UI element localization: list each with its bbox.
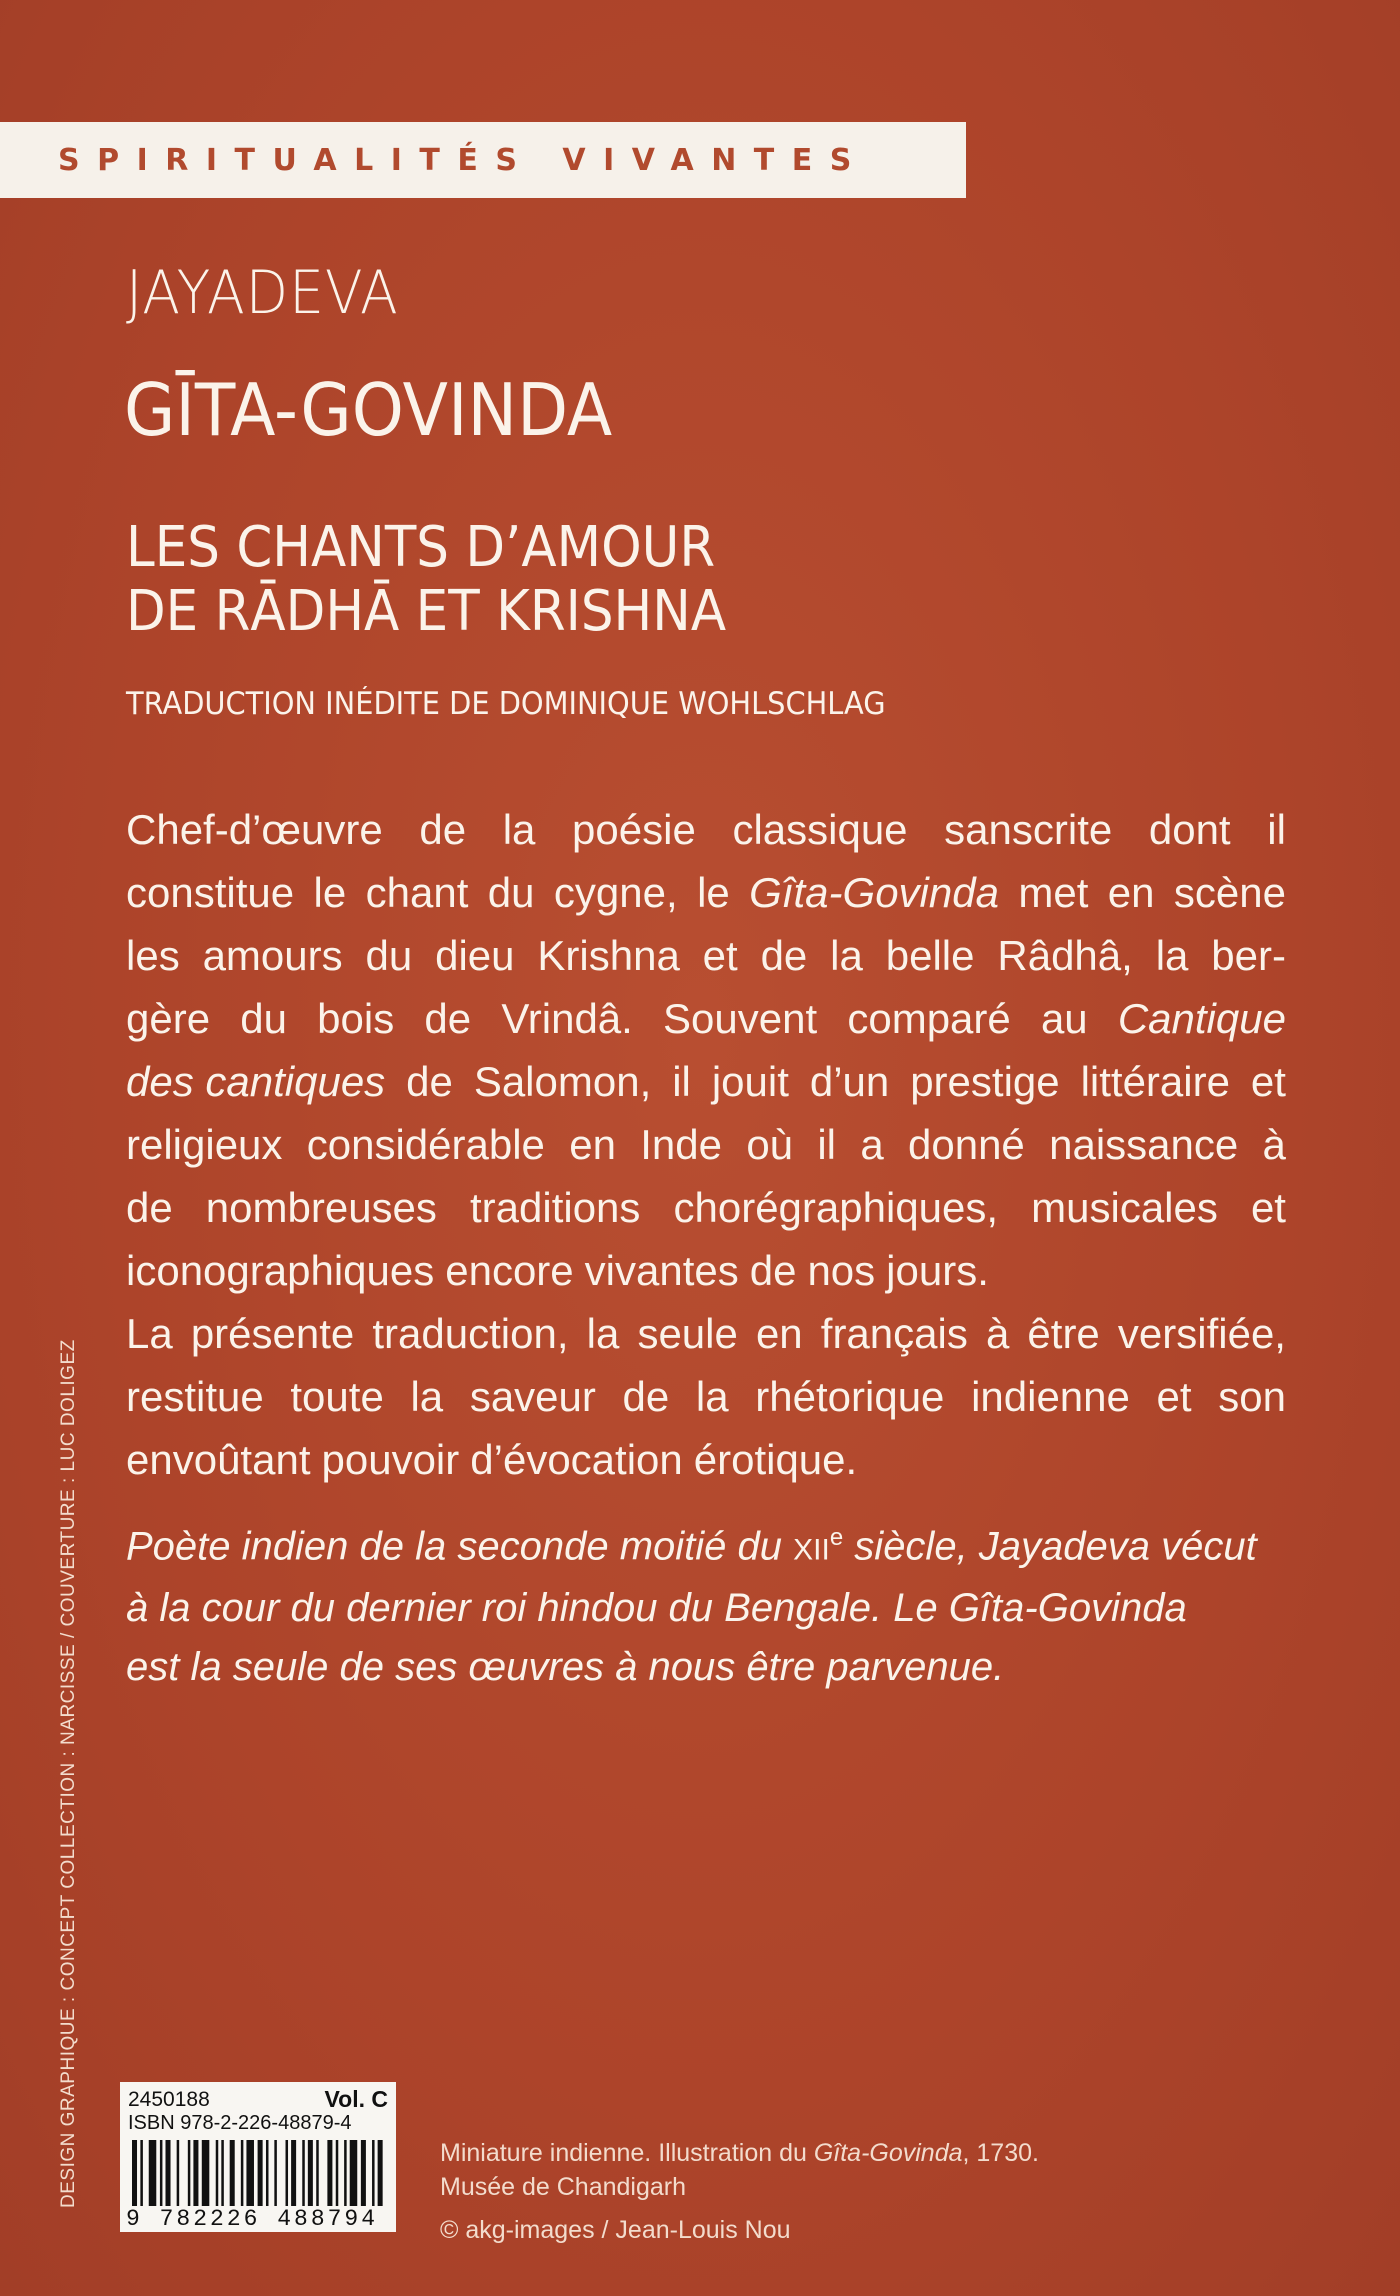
barcode-bar	[274, 2140, 277, 2206]
description-word: Souvent	[663, 995, 818, 1042]
description-word: sanscrite	[944, 806, 1113, 853]
bio-line: Poète indien de la seconde moitié du XIIe siècle, Jayadeva vécut	[126, 1524, 1257, 1569]
description-word: dieu	[435, 932, 515, 979]
description-word: Gîta-Govinda	[749, 869, 999, 916]
description-word: restitue	[126, 1373, 264, 1420]
description-word: des cantiques	[126, 1058, 386, 1105]
barcode-bar	[177, 2140, 180, 2206]
description-word: prestige	[910, 1058, 1060, 1105]
author-name: JAYADEVA	[126, 258, 399, 328]
isbn-label: ISBN 978-2-226-48879-4	[128, 2112, 352, 2134]
barcode-bar	[316, 2140, 319, 2206]
description-word: pouvoir	[321, 1436, 460, 1483]
description-word: d’évocation	[470, 1436, 683, 1483]
description-word: Salomon,	[473, 1058, 652, 1105]
barcode-bar	[188, 2140, 191, 2206]
description-word: toute	[290, 1373, 384, 1420]
barcode-bar	[308, 2140, 313, 2206]
description-word: de	[406, 1058, 453, 1105]
barcode	[120, 2082, 396, 2232]
description-word: de	[419, 806, 467, 853]
description-word: il	[1267, 806, 1286, 853]
description-word: français	[820, 1310, 968, 1357]
description-word: la	[410, 1373, 444, 1420]
description-word: de	[126, 1184, 173, 1231]
subtitle-line: LES CHANTS D’AMOUR	[126, 515, 716, 580]
caption-title: Gîta-Govinda	[813, 2139, 963, 2167]
barcode-bar	[149, 2140, 157, 2206]
description-word: en	[1107, 869, 1155, 916]
barcode-bar	[350, 2140, 358, 2206]
barcode-bar	[286, 2140, 289, 2206]
description-word: en	[569, 1121, 616, 1168]
description-word: traduction,	[372, 1310, 569, 1357]
description-word: chant	[365, 869, 469, 916]
description-word: Chef-d’œuvre	[126, 806, 383, 853]
description-word: nombreuses	[205, 1184, 437, 1231]
translator-credit: TRADUCTION INÉDITE DE DOMINIQUE WOHLSCHLAG	[126, 686, 886, 722]
description-word: traditions	[470, 1184, 641, 1231]
description-word: de	[622, 1373, 670, 1420]
description-line	[126, 1365, 1286, 1428]
description-word: Inde	[640, 1121, 722, 1168]
description-word: donné	[908, 1121, 1025, 1168]
description-line	[126, 1302, 1286, 1365]
description-word: versifiée,	[1117, 1310, 1286, 1357]
description-word: à	[985, 1310, 1010, 1357]
description-word: vivantes	[584, 1247, 739, 1294]
description-word: son	[1218, 1373, 1286, 1420]
description-word: seule	[637, 1310, 738, 1357]
barcode-bar	[266, 2140, 269, 2206]
barcode-bar	[216, 2140, 219, 2206]
barcode-bar	[230, 2140, 235, 2206]
description-word: d’un	[809, 1058, 890, 1105]
barcode-bar	[344, 2140, 347, 2206]
description-word: belle	[885, 932, 975, 979]
description-word: de	[424, 995, 472, 1042]
description-word: Krishna	[537, 932, 680, 979]
description-word: religieux	[126, 1121, 283, 1168]
description-word: musicales	[1031, 1184, 1218, 1231]
description-word: classique	[732, 806, 908, 853]
barcode-bar	[258, 2140, 263, 2206]
description-word: la	[695, 1373, 729, 1420]
description-word: où	[746, 1121, 794, 1168]
description-word: rhétorique	[755, 1373, 945, 1420]
barcode-bars	[132, 2140, 386, 2206]
description-word: considérable	[306, 1121, 545, 1168]
description-word: chorégraphiques,	[673, 1184, 999, 1231]
description-word: du	[365, 932, 413, 979]
description-word: scène	[1173, 869, 1286, 916]
barcode-bar	[291, 2140, 296, 2206]
description-word: Râdhâ,	[997, 932, 1133, 979]
description-word: La	[126, 1310, 173, 1357]
description-word: cygne,	[553, 869, 678, 916]
description-word: à	[1262, 1121, 1286, 1168]
barcode-volume: Vol. C	[324, 2086, 388, 2112]
description-word: il	[817, 1121, 837, 1168]
description-word: et	[1156, 1373, 1192, 1420]
description-word: Vrindâ.	[501, 995, 633, 1042]
description-word: érotique.	[693, 1436, 858, 1483]
barcode-bar	[361, 2140, 366, 2206]
description-word: du	[487, 869, 535, 916]
description-word: envoûtant	[126, 1436, 311, 1483]
description-line	[126, 1176, 1286, 1239]
barcode-code: 2450188	[128, 2088, 210, 2111]
barcode-bar	[241, 2140, 244, 2206]
description-word: bois	[317, 995, 395, 1042]
barcode-bar	[372, 2140, 375, 2206]
description-word: la	[502, 806, 536, 853]
description-word: au	[1040, 995, 1088, 1042]
design-credit: DESIGN GRAPHIQUE : CONCEPT COLLECTION : NARCISSE / COUVERTURE : LUC DOLIGEZ	[58, 1339, 79, 2208]
collection-name: SPIRITUALITÉS VIVANTES	[58, 142, 869, 178]
description-word: met	[1018, 869, 1089, 916]
description-word: Cantique	[1117, 995, 1286, 1042]
barcode-bar	[160, 2140, 163, 2206]
description-line	[126, 924, 1286, 987]
subtitle-line: DE RĀDHĀ ET KRISHNA	[126, 579, 727, 644]
description-word: la	[586, 1310, 620, 1357]
description-word: du	[240, 995, 287, 1042]
description-word: iconographiques	[126, 1247, 435, 1294]
book-subtitle	[126, 516, 862, 644]
barcode-bar	[202, 2140, 210, 2206]
description-line	[126, 987, 1286, 1050]
barcode-bar	[165, 2140, 170, 2206]
description-line	[126, 1050, 1286, 1113]
description-word: les	[126, 932, 180, 979]
description-word: comparé	[847, 995, 1011, 1042]
bio-line: à la cour du dernier roi hindou du Bengale. Le Gîta-Govinda	[126, 1586, 1187, 1631]
century-numeral: XII	[793, 1533, 830, 1567]
description-word: et	[702, 932, 738, 979]
description-word: saveur	[469, 1373, 596, 1420]
barcode-bar	[140, 2140, 143, 2206]
collection-banner	[0, 122, 966, 198]
description-word: poésie	[572, 806, 696, 853]
barcode-bar	[378, 2140, 383, 2206]
description-word: jouit	[711, 1058, 789, 1105]
description-word: jours.	[886, 1247, 989, 1294]
description-line	[126, 861, 1286, 924]
description-word: encore	[445, 1247, 574, 1294]
image-caption: Miniature indienne. Illustration du Gîta-Govinda, 1730. Musée de Chandigarh	[440, 2136, 1039, 2204]
century-suffix: e	[829, 1524, 844, 1551]
description-word: présente	[190, 1310, 355, 1357]
description-text	[126, 798, 1286, 1491]
description-word: nos	[807, 1247, 876, 1294]
description-word: être	[1027, 1310, 1100, 1357]
description-line	[126, 1113, 1286, 1176]
barcode-bar	[221, 2140, 224, 2206]
description-word: de	[760, 932, 808, 979]
description-word: la	[830, 932, 863, 979]
description-word: il	[672, 1058, 691, 1105]
description-word: ber-	[1211, 932, 1286, 979]
description-line	[126, 1428, 1286, 1491]
barcode-bar	[132, 2140, 137, 2206]
description-word: littéraire	[1080, 1058, 1230, 1105]
description-word: constitue	[126, 869, 295, 916]
barcode-bar	[193, 2140, 198, 2206]
description-word: amours	[202, 932, 343, 979]
description-word: et	[1250, 1184, 1286, 1231]
description-word: de	[749, 1247, 797, 1294]
description-word: dont	[1148, 806, 1231, 853]
description-word: indienne	[971, 1373, 1130, 1420]
description-word: en	[755, 1310, 803, 1357]
description-line	[126, 1239, 1286, 1302]
barcode-bar	[302, 2140, 305, 2206]
barcode-bar	[327, 2140, 332, 2206]
author-bio	[126, 1508, 1286, 1697]
barcode-bar	[336, 2140, 339, 2206]
description-word: gère	[126, 995, 211, 1042]
description-word: a	[860, 1121, 884, 1168]
description-word: et	[1250, 1058, 1286, 1105]
caption-museum: Musée de Chandigarh	[440, 2173, 686, 2201]
barcode-number: 9 782226 488794	[126, 2206, 379, 2232]
image-copyright: © akg-images / Jean-Louis Nou	[440, 2216, 791, 2244]
description-word: la	[1155, 932, 1189, 979]
bio-line: est la seule de ses œuvres à nous être parvenue.	[126, 1645, 1005, 1690]
description-word: le	[697, 869, 730, 916]
book-title: GĪTA-GOVINDA	[124, 368, 613, 452]
description-line	[126, 798, 1286, 861]
description-word: naissance	[1049, 1121, 1239, 1168]
barcode-bar	[246, 2140, 254, 2206]
description-word: le	[313, 869, 347, 916]
